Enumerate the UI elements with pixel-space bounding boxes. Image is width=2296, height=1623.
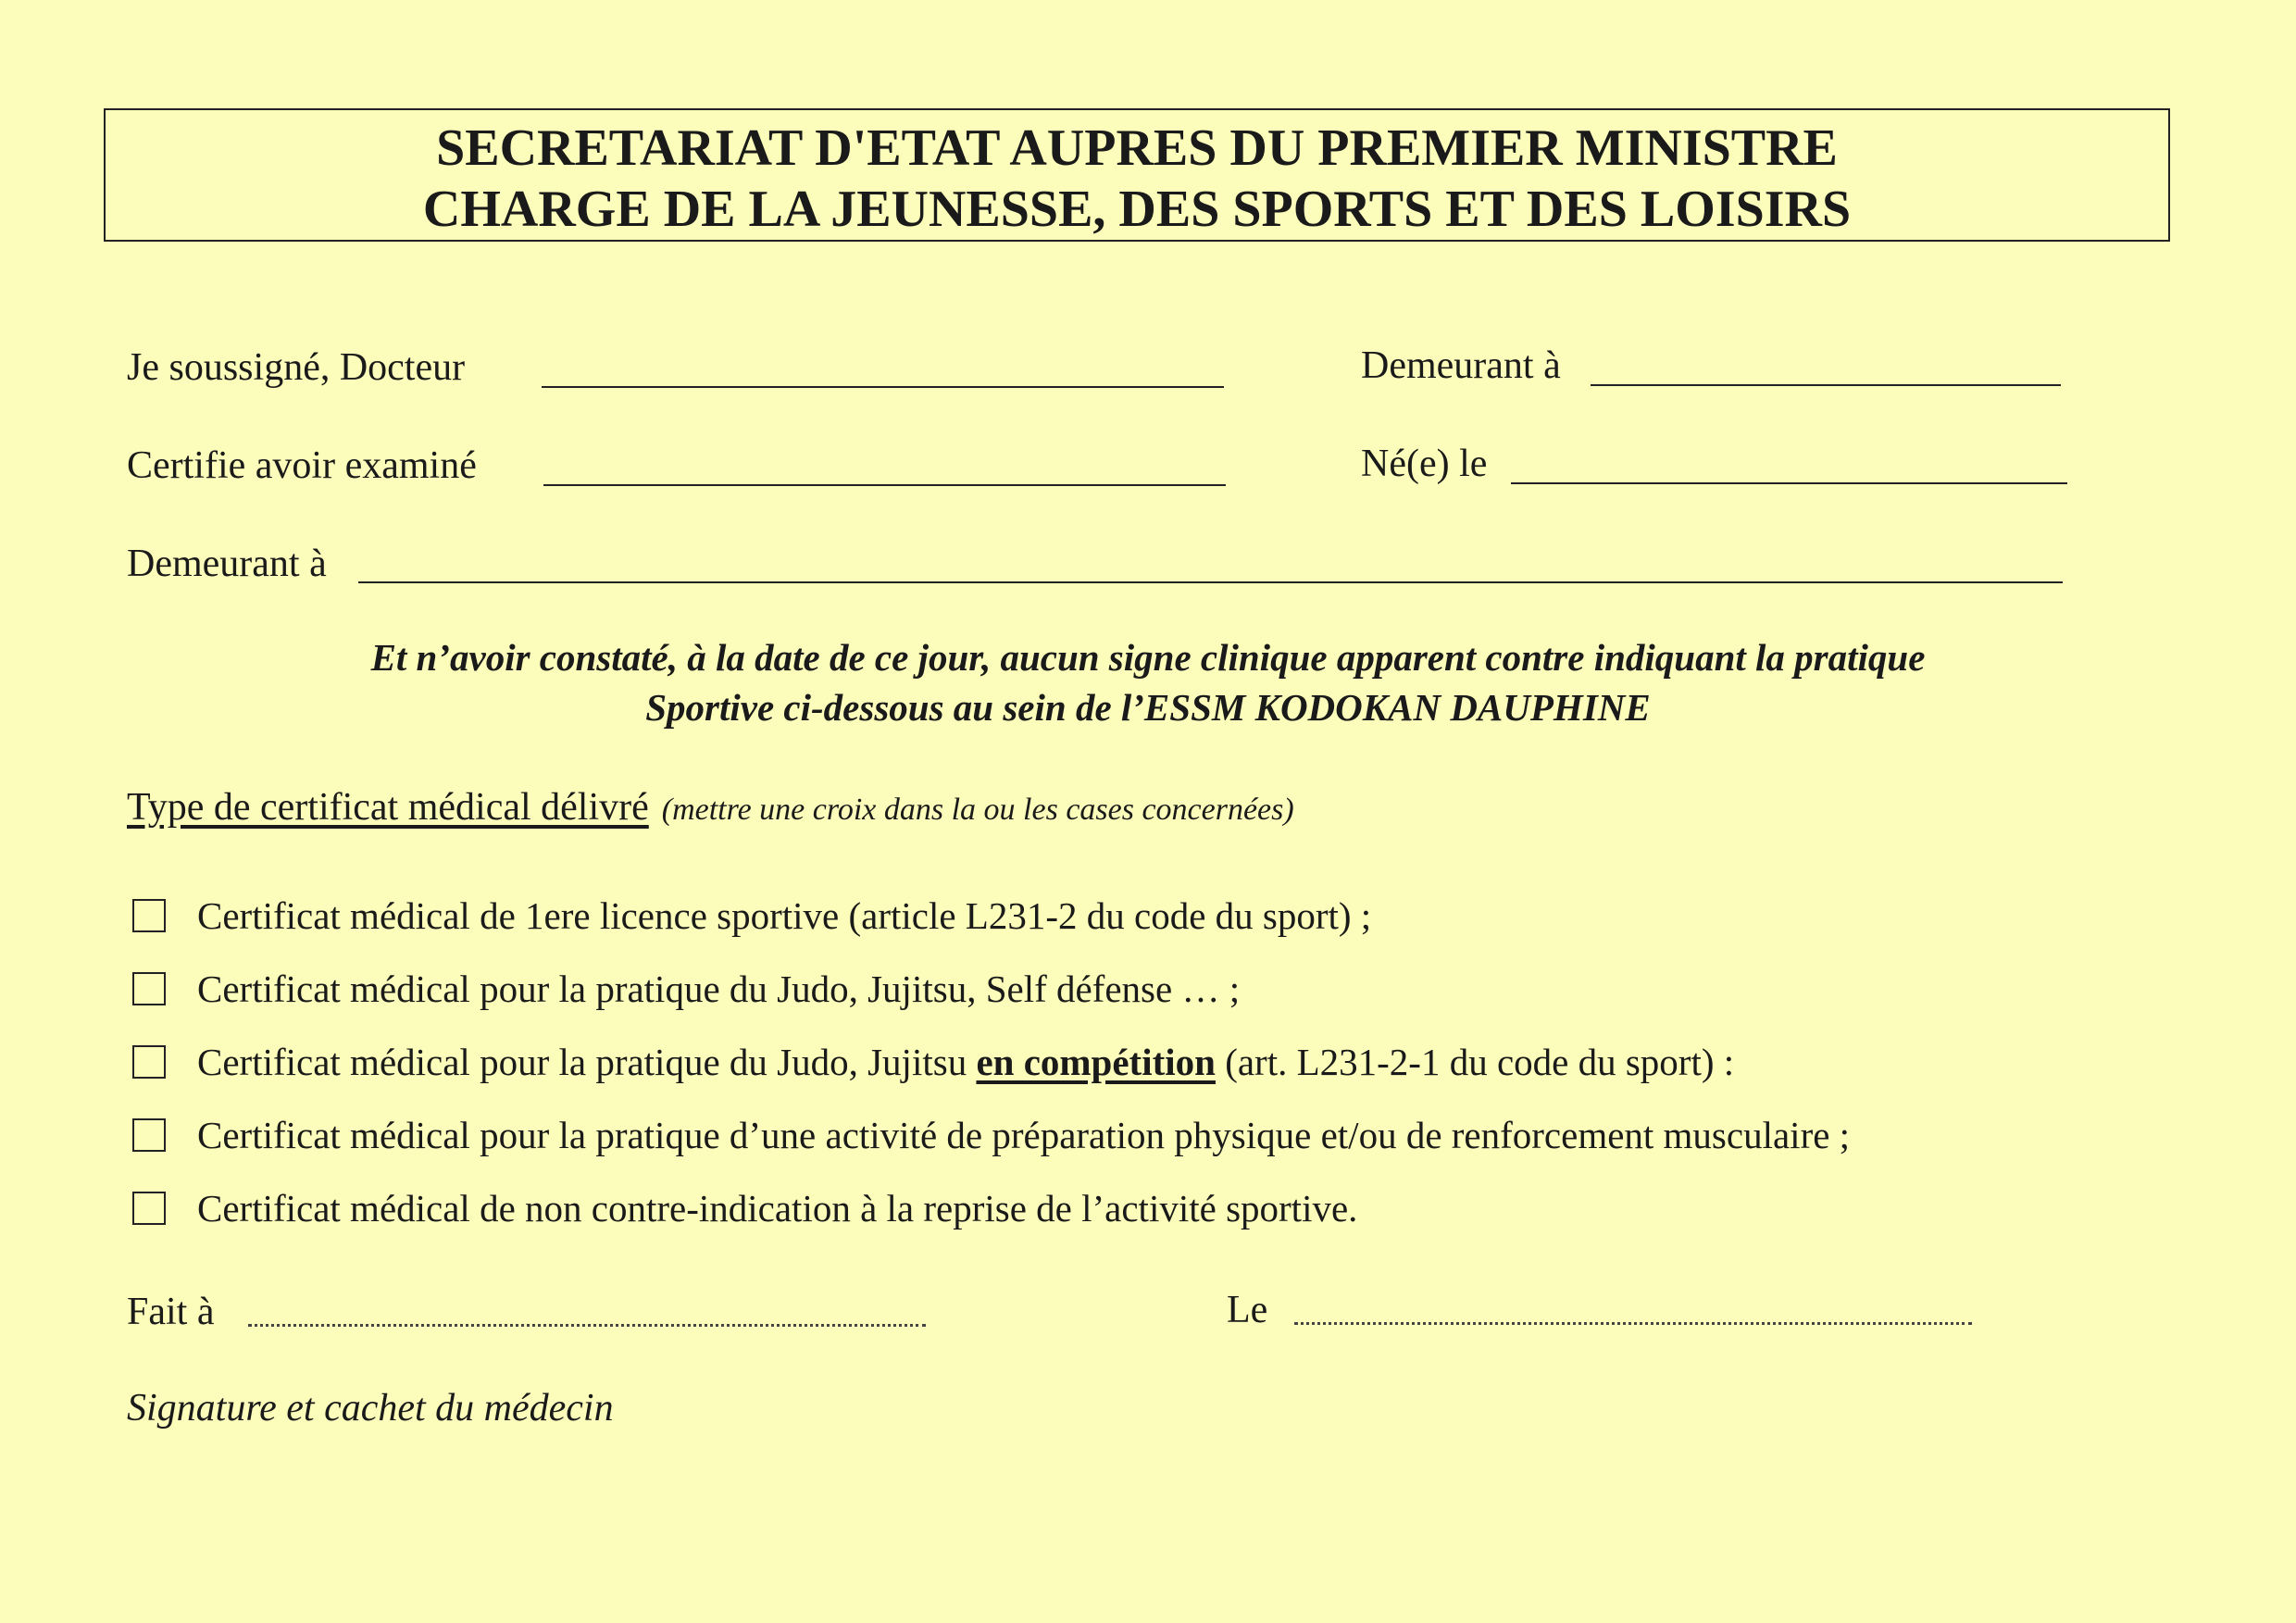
- statement: [0, 632, 2296, 732]
- certificate-checkbox-4[interactable]: [132, 1118, 166, 1152]
- competition-emphasis: en compétition: [976, 1041, 1216, 1083]
- patient-residence-field[interactable]: [358, 581, 2063, 583]
- certificate-option-3: [132, 1039, 1734, 1085]
- place-label: Fait à: [127, 1291, 215, 1333]
- certificate-checkbox-3[interactable]: [132, 1045, 166, 1079]
- certificate-checkbox-1[interactable]: [132, 899, 166, 932]
- certificate-option-text: Certificat médical de 1ere licence sportive (article L231-2 du code du sport) ;: [197, 894, 1372, 937]
- certificate-option-4: [132, 1112, 1850, 1158]
- certificate-text-before: Certificat médical pour la pratique du Judo, Jujitsu: [197, 1041, 977, 1083]
- certificate-type-title: Type de certificat médical délivré: [127, 786, 649, 829]
- examined-patient-field[interactable]: [543, 484, 1226, 486]
- statement-line-1: Et n’avoir constaté, à la date de ce jour, aucun signe clinique apparent contre indiquant la pratique: [370, 636, 1926, 679]
- certificate-option-text: Certificat médical pour la pratique d’une activité de préparation physique et/ou de renforcement musculaire ;: [197, 1114, 1851, 1156]
- certificate-option-text: [197, 1039, 1734, 1085]
- statement-line-2: Sportive ci-dessous au sein de l’ESSM KODOKAN DAUPHINE: [645, 686, 1651, 729]
- header-title-line-1: SECRETARIAT D'ETAT AUPRES DU PREMIER MINISTRE: [436, 119, 1838, 177]
- date-field[interactable]: [1294, 1322, 1972, 1325]
- certificate-type-note: (mettre une croix dans la ou les cases concernées): [661, 793, 1294, 827]
- header-title-line-2: CHARGE DE LA JEUNESSE, DES SPORTS ET DES LOISIRS: [422, 181, 1852, 238]
- doctor-name-field[interactable]: [542, 386, 1224, 388]
- doctor-residence-field[interactable]: [1591, 384, 2061, 386]
- certificate-checkbox-2[interactable]: [132, 972, 166, 1005]
- certificate-option-2: [132, 966, 1240, 1012]
- doctor-residence-label: Demeurant à: [1361, 344, 1561, 387]
- certificate-option-1: [132, 893, 1371, 939]
- born-label: Né(e) le: [1361, 443, 1488, 485]
- date-label: Le: [1227, 1289, 1268, 1331]
- patient-residence-label: Demeurant à: [127, 543, 327, 585]
- header-box: [104, 108, 2170, 242]
- certificate-option-text: Certificat médical pour la pratique du Judo, Jujitsu, Self défense … ;: [197, 968, 1241, 1010]
- certificate-text-after: (art. L231-2-1 du code du sport) :: [1215, 1041, 1735, 1083]
- certificate-checkbox-5[interactable]: [132, 1192, 166, 1225]
- birth-date-field[interactable]: [1511, 482, 2067, 484]
- certificate-option-text: Certificat médical de non contre-indication à la reprise de l’activité sportive.: [197, 1187, 1358, 1230]
- certificate-option-5: [132, 1185, 1357, 1231]
- certificate-type-heading: [127, 785, 1294, 830]
- examined-label: Certifie avoir examiné: [127, 444, 477, 487]
- signature-label: Signature et cachet du médecin: [127, 1387, 614, 1429]
- place-field[interactable]: [248, 1324, 926, 1327]
- doctor-label: Je soussigné, Docteur: [127, 346, 466, 389]
